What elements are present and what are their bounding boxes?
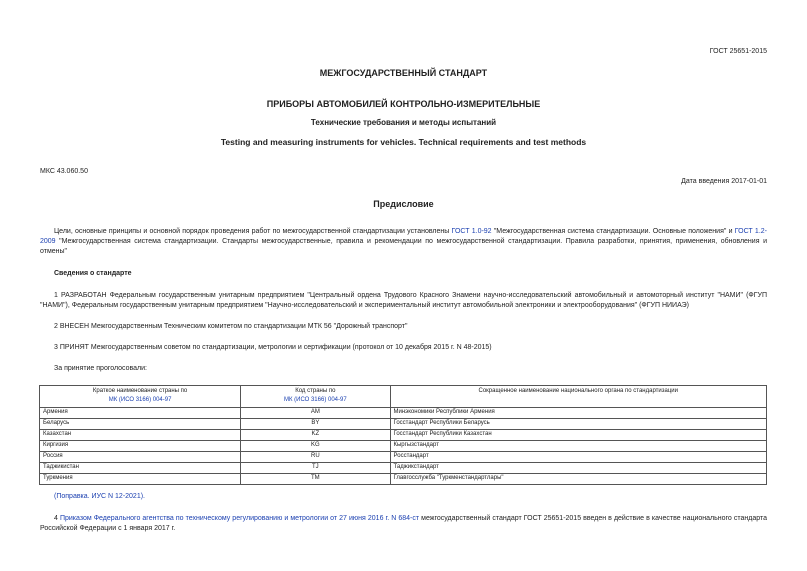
country-name: Таджикистан bbox=[40, 463, 241, 474]
table-row bbox=[40, 441, 767, 452]
amendment-link[interactable]: (Поправка. ИУС N 12-2021). bbox=[54, 493, 145, 500]
table-row bbox=[40, 408, 767, 419]
foreword-heading: Предисловие bbox=[373, 199, 434, 209]
national-body: Минэкономики Республики Армения bbox=[390, 408, 767, 419]
item-4-text: межгосударственный стандарт ГОСТ 25651-2015 введен в действие в качестве национального стандарта Российской Федерации с 1 января 2017 г. bbox=[40, 515, 767, 532]
item-2-submitted: 2 ВНЕСЕН Межгосударственным Техническим комитетом по стандартизации МТК 56 "Дорожный транспорт" bbox=[54, 323, 408, 330]
national-body: Главгосслужба "Туркменстандартлары" bbox=[390, 474, 767, 485]
table-row bbox=[40, 419, 767, 430]
gost-1-2-2009-link[interactable]: ГОСТ 1.2-2009 bbox=[40, 228, 767, 245]
standard-type: МЕЖГОСУДАРСТВЕННЫЙ СТАНДАРТ bbox=[319, 68, 488, 78]
country-name: Армения bbox=[40, 408, 241, 419]
item-1-developed: 1 РАЗРАБОТАН Федеральным государственным унитарным предприятием "Центральный ордена Трудового Красного Знамени научно-исследовательский автомобильный и автомоторный институт "НАМИ" (ФГУП "НАМИ"), Федеральным государственным унитарным предприятием "Научно-исследовательский и экспериментальный институт автомобильной электроники и электрооборудования" (ФГУП НИИАЭ) bbox=[40, 292, 767, 309]
country-code: AM bbox=[241, 408, 390, 419]
national-body: Госстандарт Республики Казахстан bbox=[390, 430, 767, 441]
country-name: Туркмения bbox=[40, 474, 241, 485]
national-body: Росстандарт bbox=[390, 452, 767, 463]
header-country-code-text: Код страны по bbox=[295, 388, 336, 394]
order-684-st-link[interactable]: Приказом Федерального агентства по техническому регулированию и метрологии от 27 июня 2016 г. N 684-ст bbox=[59, 515, 420, 522]
document-id: ГОСТ 25651-2015 bbox=[709, 48, 767, 55]
subtitle-ru: Технические требования и методы испытаний bbox=[310, 118, 497, 127]
header-country-name bbox=[40, 386, 241, 408]
foreword-text-2: "Межгосударственная система стандартизации. Основные положения" и bbox=[491, 228, 735, 235]
country-code: KZ bbox=[241, 430, 390, 441]
table-row bbox=[40, 463, 767, 474]
country-code: TJ bbox=[241, 463, 390, 474]
foreword-paragraph bbox=[40, 227, 767, 257]
foreword-text-1: Цели, основные принципы и основной порядок проведения работ по межгосударственной стандартизации установлены bbox=[54, 228, 452, 235]
header-country-code bbox=[241, 386, 390, 408]
intro-date: Дата введения 2017-01-01 bbox=[681, 178, 767, 185]
country-name: Казахстан bbox=[40, 430, 241, 441]
title-en: Testing and measuring instruments for vehicles. Technical requirements and test methods bbox=[220, 137, 587, 147]
table-row bbox=[40, 474, 767, 485]
mks-code: МКС 43.060.50 bbox=[40, 168, 88, 175]
country-code: TM bbox=[241, 474, 390, 485]
table-row bbox=[40, 452, 767, 463]
country-name: Беларусь bbox=[40, 419, 241, 430]
national-body: Таджикстандарт bbox=[390, 463, 767, 474]
item-3-adopted: 3 ПРИНЯТ Межгосударственным советом по стандартизации, метрологии и сертификации (протокол от 10 декабря 2015 г. N 48-2015) bbox=[54, 344, 492, 351]
voting-countries-table bbox=[39, 385, 767, 485]
header-country-name-text: Краткое наименование страны по bbox=[92, 388, 188, 394]
country-code: KG bbox=[241, 441, 390, 452]
mk-iso-3166-code-link[interactable]: МК (ИСО 3166) 004-97 bbox=[283, 397, 347, 403]
country-name: Россия bbox=[40, 452, 241, 463]
country-code: BY bbox=[241, 419, 390, 430]
country-name: Киргизия bbox=[40, 441, 241, 452]
header-national-body: Сокращенное наименование национального органа по стандартизации bbox=[390, 386, 767, 408]
mk-iso-3166-link[interactable]: МК (ИСО 3166) 004-97 bbox=[108, 397, 172, 403]
national-body: Госстандарт Республики Беларусь bbox=[390, 419, 767, 430]
country-code: RU bbox=[241, 452, 390, 463]
national-body: Кыргызстандарт bbox=[390, 441, 767, 452]
title-ru: ПРИБОРЫ АВТОМОБИЛЕЙ КОНТРОЛЬНО-ИЗМЕРИТЕЛЬНЫЕ bbox=[266, 99, 541, 109]
info-heading: Сведения о стандарте bbox=[54, 270, 132, 277]
table-row bbox=[40, 430, 767, 441]
item-4-number: 4 bbox=[54, 515, 60, 522]
voted-label: За принятие проголосовали: bbox=[54, 365, 147, 372]
gost-1-0-92-link[interactable]: ГОСТ 1.0-92 bbox=[451, 228, 492, 235]
foreword-text-3: "Межгосударственная система стандартизации. Стандарты межгосударственные, правила и рекомендации по межгосударственной стандартизации. Правила разработки, принятия, применения, обновления и отмены" bbox=[40, 238, 767, 255]
item-4-enacted bbox=[40, 514, 767, 534]
table-header-row bbox=[40, 386, 767, 408]
